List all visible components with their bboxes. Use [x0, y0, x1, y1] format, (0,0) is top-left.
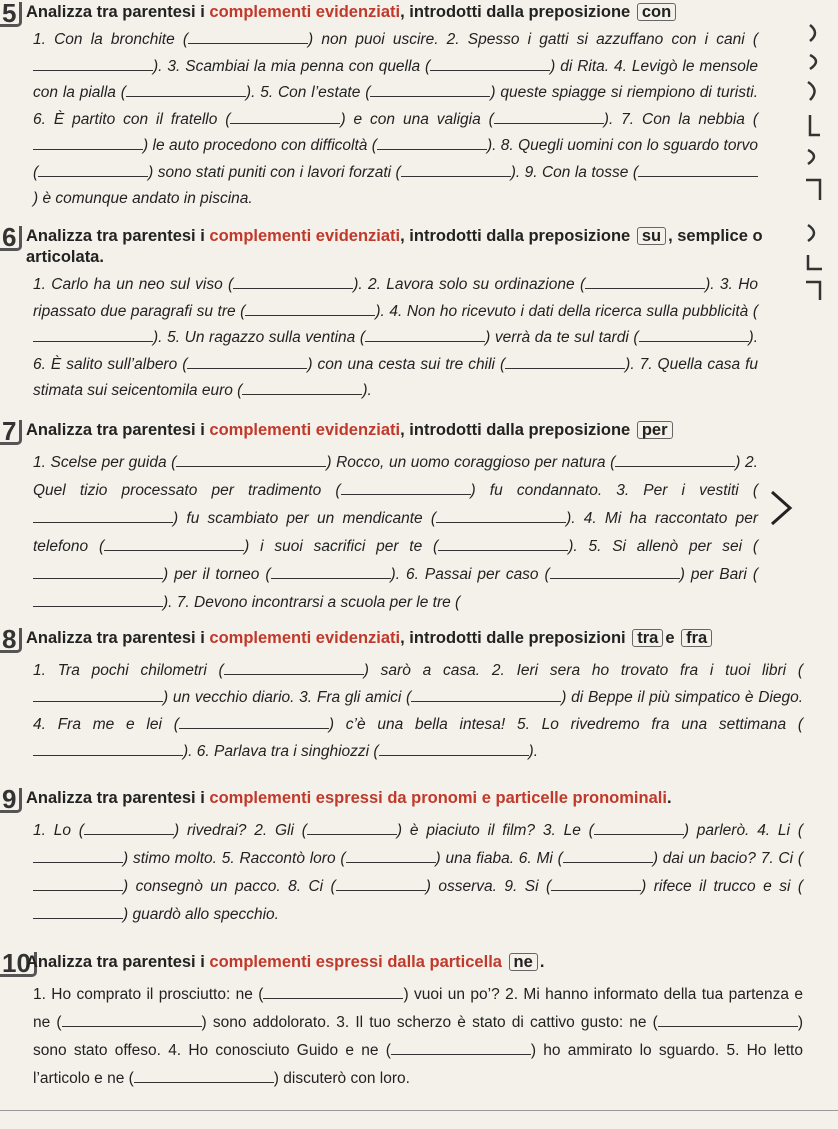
- answer-blank[interactable]: [370, 82, 490, 97]
- exercise-8: [0, 624, 804, 765]
- exercise-number: 10: [0, 952, 37, 977]
- exercise-title: Analizza tra parentesi i complementi evidenziati, introdotti dalle preposizioni tra e fra: [26, 628, 800, 649]
- answer-blank[interactable]: [33, 848, 123, 863]
- margin-decoration-icon: [800, 20, 830, 320]
- answer-blank[interactable]: [188, 29, 308, 44]
- preposition-tag: tra: [632, 629, 663, 647]
- preposition-tag: su: [637, 227, 666, 245]
- answer-blank[interactable]: [346, 848, 436, 863]
- answer-blank[interactable]: [379, 741, 529, 756]
- exercise-number: 7: [0, 420, 22, 445]
- exercise-number: 8: [0, 628, 22, 653]
- exercise-5: [0, 2, 800, 213]
- exercise-5-text: 1. Con la bronchite ( ) non puoi uscire. 2. Spesso i gatti si azzuffano con i cani (). 3. Scambiai la mia penna con quella ( ) di Rita. 4. Levigò le mensole con la pialla ( ). 5. Con l’estate ( ) queste spiagge si riempiono di turisti. 6. È partito con il fratello ( ) e con una valigia ( ). 7. Con la nebbia () le auto procedono con difficoltà ( ). 8. Quegli uomini con lo sguardo torvo ( ) sono stati puniti con i lavori forzati ( ). 9. Con la tosse () è comunque andato in piscina.: [33, 31, 759, 207]
- answer-blank[interactable]: [62, 1012, 202, 1027]
- answer-blank[interactable]: [658, 1012, 798, 1027]
- exercise-title: Analizza tra parentesi i complementi evidenziati, introdotti dalla preposizione con: [26, 2, 800, 23]
- exercise-6: [0, 222, 800, 405]
- answer-blank[interactable]: [126, 82, 246, 97]
- answer-blank[interactable]: [411, 687, 561, 702]
- answer-blank[interactable]: [551, 876, 641, 891]
- answer-blank[interactable]: [401, 162, 511, 177]
- exercise-number: 9: [0, 788, 22, 813]
- exercise-number: 6: [0, 226, 22, 251]
- answer-blank[interactable]: [33, 904, 123, 919]
- answer-blank[interactable]: [639, 327, 749, 342]
- answer-blank[interactable]: [84, 820, 174, 835]
- answer-blank[interactable]: [365, 327, 485, 342]
- exercise-7-heading: [0, 416, 800, 446]
- answer-blank[interactable]: [33, 592, 163, 607]
- answer-blank[interactable]: [585, 274, 705, 289]
- answer-blank[interactable]: [38, 162, 148, 177]
- answer-blank[interactable]: [436, 508, 566, 523]
- answer-blank[interactable]: [263, 984, 403, 999]
- answer-blank[interactable]: [307, 820, 397, 835]
- answer-blank[interactable]: [336, 876, 426, 891]
- exercise-number: 5: [0, 2, 22, 27]
- exercise-title: Analizza tra parentesi i complementi evidenziati, introdotti dalla preposizione su , semplice o articolata.: [26, 227, 763, 266]
- answer-blank[interactable]: [33, 687, 163, 702]
- answer-blank[interactable]: [230, 109, 340, 124]
- exercise-title: Analizza tra parentesi i complementi evidenziati, introdotti dalla preposizione per: [26, 420, 800, 441]
- answer-blank[interactable]: [134, 1068, 274, 1083]
- answer-blank[interactable]: [494, 109, 604, 124]
- answer-blank[interactable]: [33, 564, 163, 579]
- preposition-tag: fra: [681, 629, 712, 647]
- answer-blank[interactable]: [187, 354, 307, 369]
- answer-blank[interactable]: [391, 1040, 531, 1055]
- answer-blank[interactable]: [377, 135, 487, 150]
- exercise-10: [0, 948, 803, 1093]
- answer-blank[interactable]: [430, 56, 550, 71]
- answer-blank[interactable]: [233, 274, 353, 289]
- exercise-9: [0, 784, 803, 929]
- exercise-8-heading: [0, 624, 800, 654]
- exercise-5-heading: [0, 2, 800, 27]
- answer-blank[interactable]: [438, 536, 568, 551]
- exercise-6-heading: [0, 222, 800, 268]
- answer-blank[interactable]: [33, 508, 173, 523]
- exercise-7-text: 1. Scelse per guida ( ) Rocco, un uomo coraggioso per natura ( ) 2. Quel tizio processato per tradimento ( ) fu condannato. 3. Per i vestiti () fu scambiato per un mendicante ( ). 4. Mi ha raccontato per telefono ( ) i suoi sacrifici per te ( ). 5. Si allenò per sei () per il torneo ( ). 6. Passai per caso ( ) per Bari (). 7. Devono incontrarsi a scuola per le tre (: [33, 454, 758, 611]
- answer-blank[interactable]: [242, 380, 362, 395]
- answer-blank[interactable]: [271, 564, 391, 579]
- footer-divider: [0, 1110, 838, 1111]
- answer-blank[interactable]: [550, 564, 680, 579]
- exercise-6-text: 1. Carlo ha un neo sul viso ( ). 2. Lavora solo su ordinazione ( ). 3. Ho ripassato due paragrafi su tre ( ). 4. Non ho ricevuto i dati della ricerca sulla pubblicità (). 5. Un ragazzo sulla ventina ( ) verrà da te sul tardi ( ). 6. È salito sull’albero ( ) con una cesta sui tre chili ( ). 7. Quella casa fu stimata sui seicentomila euro ( ).: [33, 276, 759, 399]
- exercise-title: Analizza tra parentesi i complementi espressi da pronomi e particelle pronominali.: [26, 789, 672, 807]
- answer-blank[interactable]: [33, 135, 143, 150]
- answer-blank[interactable]: [245, 301, 375, 316]
- answer-blank[interactable]: [33, 741, 183, 756]
- preposition-tag: per: [637, 421, 673, 439]
- exercise-10-text: 1. Ho comprato il prosciutto: ne ( ) vuoi un po’? 2. Mi hanno informato della tua partenza e ne ( ) sono addolorato. 3. Il tuo scherzo è stato di cattivo gusto: ne ( ) sono stato offeso. 4. Ho conosciuto Guido e ne ( ) ho ammirato lo sguardo. 5. Ho letto l’articolo e ne ( ) discuterò con loro.: [33, 986, 803, 1087]
- preposition-tag: con: [637, 3, 676, 21]
- answer-blank[interactable]: [179, 714, 329, 729]
- answer-blank[interactable]: [33, 327, 153, 342]
- particle-tag: ne: [509, 953, 538, 971]
- exercise-10-heading: [0, 948, 800, 978]
- answer-blank[interactable]: [505, 354, 625, 369]
- answer-blank[interactable]: [594, 820, 684, 835]
- exercise-8-text: 1. Tra pochi chilometri ( ) sarò a casa. 2. Ieri sera ho trovato fra i tuoi libri () un vecchio diario. 3. Fra gli amici ( ) di Beppe il più simpatico è Diego. 4. Fra me e lei ( ) c’è una bella intesa! 5. Lo rivedremo fra una settimana (). 6. Parlava tra i singhiozzi ( ).: [33, 662, 804, 760]
- answer-blank[interactable]: [33, 56, 153, 71]
- answer-blank[interactable]: [33, 876, 123, 891]
- exercise-title: Analizza tra parentesi i complementi espressi dalla particella ne .: [26, 953, 545, 971]
- exercise-9-text: 1. Lo ( ) rivedrai? 2. Gli ( ) è piaciuto il film? 3. Le ( ) parlerò. 4. Li () stimo molto. 5. Raccontò loro ( ) una fiaba. 6. Mi ( ) dai un bacio? 7. Ci () consegnò un pacco. 8. Ci ( ) osserva. 9. Si ( ) rifece il trucco e si () guardò allo specchio.: [33, 822, 803, 923]
- answer-blank[interactable]: [615, 452, 735, 467]
- next-page-arrow-icon: [768, 490, 794, 526]
- answer-blank[interactable]: [341, 480, 471, 495]
- answer-blank[interactable]: [224, 660, 364, 675]
- answer-blank[interactable]: [104, 536, 244, 551]
- exercise-9-heading: [0, 784, 800, 814]
- answer-blank[interactable]: [563, 848, 653, 863]
- answer-blank[interactable]: [176, 452, 326, 467]
- answer-blank[interactable]: [638, 162, 758, 177]
- exercise-7: [0, 416, 800, 617]
